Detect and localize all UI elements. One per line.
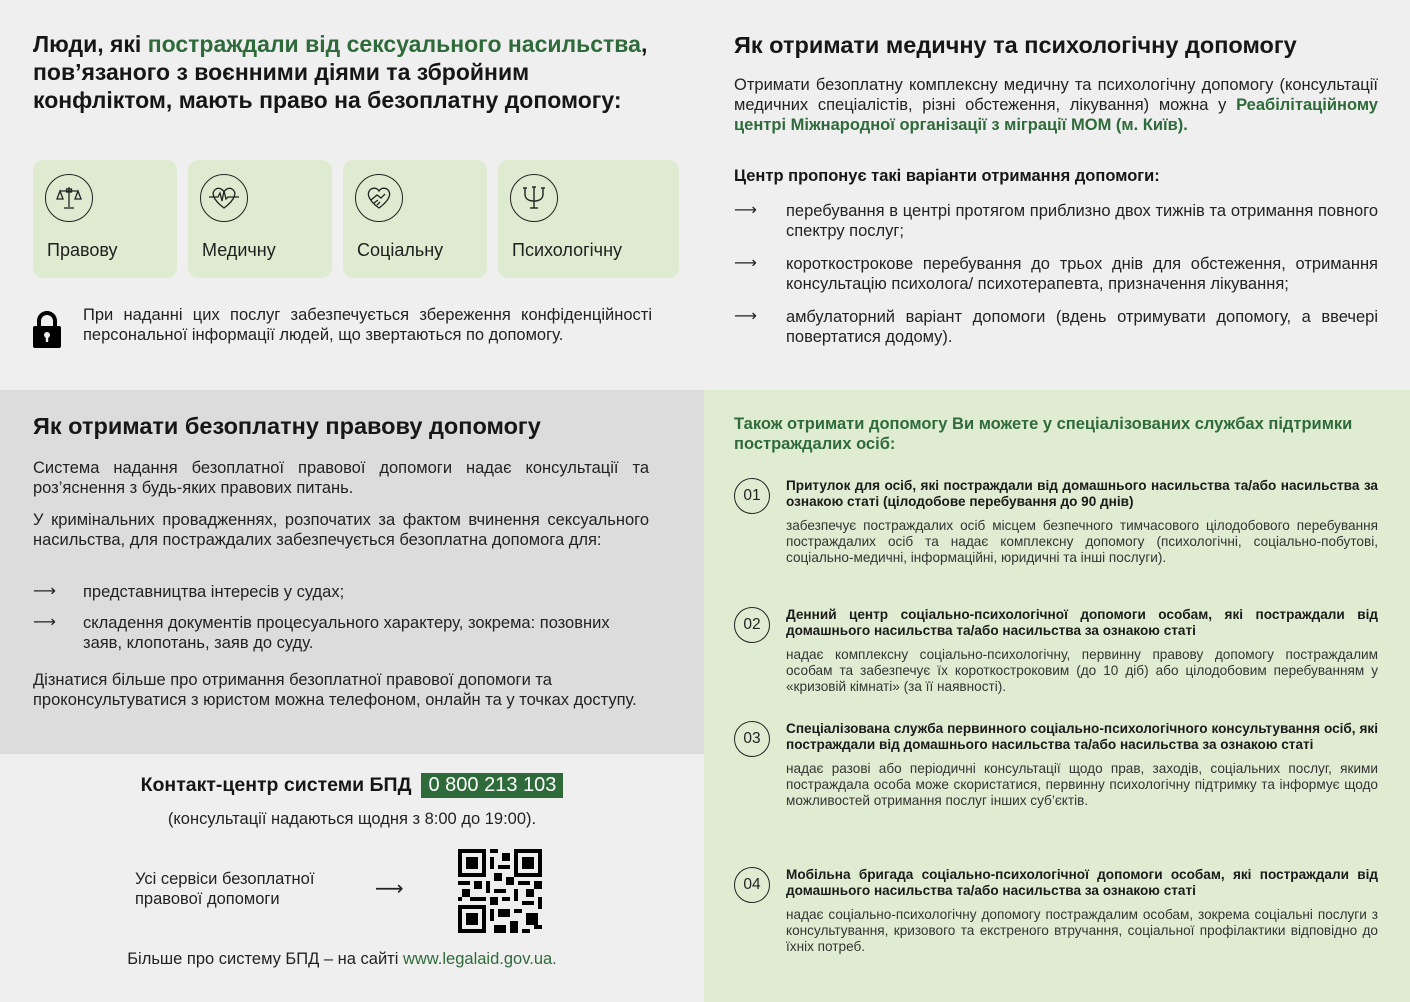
contact-label: Контакт-центр системи БПД bbox=[140, 774, 412, 796]
item-text: представництва інтересів у судах; bbox=[83, 583, 345, 601]
services-line-2: правової допомоги bbox=[135, 890, 280, 908]
medical-options bbox=[734, 201, 1378, 360]
help-label-legal: Правову bbox=[47, 240, 118, 260]
privacy-note: При наданні цих послуг забезпечується збереження конфіденційності персональної інформації людей, що звертаються по допомогу. bbox=[83, 306, 652, 344]
help-label-social: Соціальну bbox=[357, 240, 444, 260]
list-item bbox=[734, 201, 1378, 241]
legal-heading: Як отримати безоплатну правову допомогу bbox=[33, 413, 541, 439]
item-text: складення документів процесуального характеру, зокрема: позовних заяв, клопотань, заяв до суду. bbox=[83, 614, 610, 652]
legal-paragraph-3: Дізнатися більше про отримання безоплатної правової допомоги та проконсультуватися з юристом можна телефоном, онлайн та у точках доступу. bbox=[33, 671, 637, 709]
help-card-psychological bbox=[498, 160, 679, 278]
phone-number[interactable]: 0 800 213 103 bbox=[421, 773, 563, 798]
help-label-medical: Медичну bbox=[202, 240, 276, 260]
service-title: Спеціалізована служба первинного соціально-психологічного консультування осіб, які постраждали від домашнього насильства та/або насильства за ознакою статі bbox=[786, 721, 1378, 752]
services-caption bbox=[135, 869, 314, 909]
service-description: надає соціально-психологічну допомогу постраждалим особам, зокрема соціальні послуги з консультування, кризового та екстреного втручання, соціальної профілактики відповідно до їхніх потреб. bbox=[786, 907, 1378, 954]
arrow-right-icon: ⟶ bbox=[375, 878, 404, 900]
help-card-medical bbox=[188, 160, 332, 278]
service-description: забезпечує постраждалих осіб місцем безпечного тимчасового цілодобового перебування постраждалих осіб та надає комплексну допомогу (психологічні, соціально-побутові, соціально-медичні, інформаційні, юридичні та інші послуги). bbox=[786, 518, 1378, 565]
hero-text-start: Люди, які bbox=[33, 31, 148, 57]
arrow-right-icon: ⟶ bbox=[734, 308, 757, 325]
help-card-social bbox=[343, 160, 487, 278]
hero-text-end: , пов’язаного з воєнними діями та збройним конфліктом, мають право на безоплатну допомогу: bbox=[33, 31, 648, 113]
arrow-right-icon: ⟶ bbox=[33, 583, 56, 600]
heart-pulse-icon bbox=[200, 174, 248, 222]
iom-center-name: Реабілітаційному центрі Міжнародної організації з міграції МОМ (м. Київ). bbox=[734, 96, 1378, 134]
help-card-legal bbox=[33, 160, 177, 278]
scales-icon bbox=[45, 174, 93, 222]
option-text: короткострокове перебування до трьох днів для обстеження, отримання консультацію психолога/ психотерапевта, призначення лікування; bbox=[786, 255, 1378, 293]
qr-code[interactable] bbox=[458, 849, 542, 933]
service-item bbox=[734, 867, 1378, 955]
website-line bbox=[0, 950, 684, 969]
arrow-right-icon: ⟶ bbox=[734, 255, 757, 272]
service-title: Притулок для осіб, які постраждали від домашнього насильства та/або насильства за ознакою статі (цілодобове перебування до 90 днів) bbox=[786, 478, 1378, 509]
website-link[interactable]: www.legalaid.gov.ua. bbox=[402, 950, 557, 968]
service-item bbox=[734, 478, 1378, 566]
service-number: 04 bbox=[734, 867, 770, 903]
service-number: 03 bbox=[734, 721, 770, 757]
list-item bbox=[734, 307, 1378, 347]
service-description: надає разові або періодичні консультації щодо прав, заходів, соціальних послуг, якими постраждала особа може скористатися, первинну психологічну підтримку та інформує щодо можливостей отримання послуг інших суб’єктів. bbox=[786, 761, 1378, 808]
legal-paragraph-2: У кримінальних провадженнях, розпочатих за фактом вчинення сексуального насильства, для постраждалих забезпечується безоплатна допомога для: bbox=[33, 511, 649, 549]
help-types bbox=[33, 160, 679, 278]
legal-paragraph-1: Система надання безоплатної правової допомоги надає консультації та роз’яснення з будь-яких правових питань. bbox=[33, 459, 649, 497]
service-item bbox=[734, 607, 1378, 695]
service-number: 02 bbox=[734, 607, 770, 643]
heart-handshake-icon bbox=[355, 174, 403, 222]
service-description: надає комплексну соціально-психологічну, первинну правову допомогу постраждалим особам та забезпечує їх короткостроковим (до 10 діб) або цілодобовим перебуванням у «кризовій кімнаті» (за її наявності). bbox=[786, 647, 1378, 694]
service-number: 01 bbox=[734, 478, 770, 514]
medical-heading: Як отримати медичну та психологічну допомогу bbox=[734, 32, 1297, 58]
lock-icon bbox=[32, 311, 62, 349]
arrow-right-icon: ⟶ bbox=[33, 614, 56, 631]
contact-hours: (консультації надаються щодня з 8:00 до 19:00). bbox=[167, 810, 537, 828]
psi-icon bbox=[510, 174, 558, 222]
service-title: Мобільна бригада соціально-психологічної допомоги особам, які постраждали від домашнього насильства та/або насильства за ознакою статі bbox=[786, 867, 1378, 898]
medical-intro-text: Отримати безоплатну комплексну медичну та психологічну допомогу (консультації медичних спеціалістів, різні обстеження, лікування) можна у bbox=[734, 76, 1378, 114]
hero-heading bbox=[33, 30, 653, 114]
help-label-psychological: Психологічну bbox=[512, 240, 623, 260]
service-title: Денний центр соціально-психологічної допомоги особам, які постраждали від домашнього насильства та/або насильства за ознакою статі bbox=[786, 607, 1378, 638]
list-item bbox=[33, 613, 649, 653]
legal-items bbox=[33, 582, 649, 664]
list-item bbox=[734, 254, 1378, 294]
contact-center bbox=[0, 773, 704, 798]
arrow-right-icon: ⟶ bbox=[734, 202, 757, 219]
medical-intro bbox=[734, 75, 1378, 135]
services-line-1: Усі сервіси безоплатної bbox=[135, 870, 315, 888]
option-text: перебування в центрі протягом приблизно двох тижнів та отримання повного спектру послуг; bbox=[786, 202, 1378, 240]
hero-highlight: постраждали від сексуального насильства bbox=[147, 31, 641, 57]
option-text: амбулаторний варіант допомоги (вдень отримувати допомогу, а ввечері повертатися додому). bbox=[786, 308, 1378, 346]
list-item bbox=[33, 582, 649, 602]
specialized-services-heading: Також отримати допомогу Ви можете у спеціалізованих службах підтримки постраждалих осіб: bbox=[734, 415, 1353, 453]
medical-subtitle: Центр пропонує такі варіанти отримання допомоги: bbox=[734, 167, 1160, 185]
website-prefix: Більше про систему БПД – на сайті bbox=[127, 950, 403, 968]
service-item bbox=[734, 721, 1378, 809]
